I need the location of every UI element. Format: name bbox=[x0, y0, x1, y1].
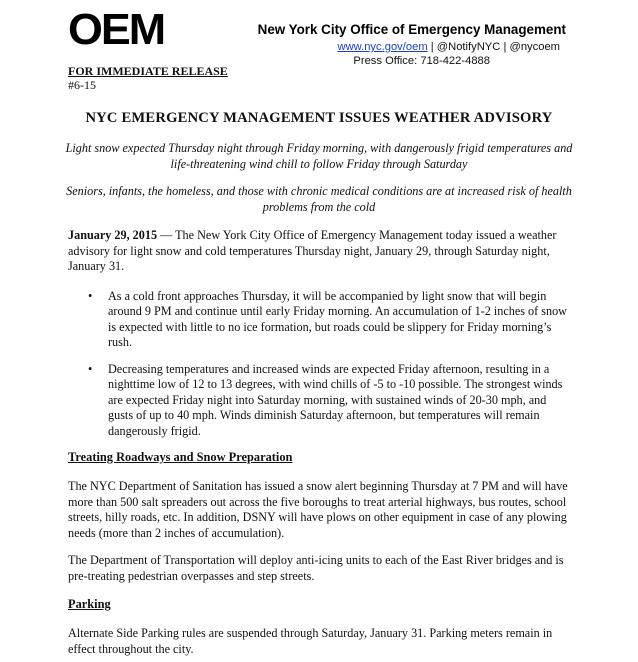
dot-paragraph: The Department of Transportation will deploy anti-icing units to each of the East River bridges and is pre-treating pedestrian overpasses and step streets. bbox=[68, 553, 564, 583]
dsny-paragraph: The NYC Department of Sanitation has issued a snow alert beginning Thursday at 7 PM and will have more than 500 salt spreaders out across the five boroughs to treat arterial highways, bus routes, school streets, hilly roads, etc. In addition, DSNY will have plows on other equipment in case of any plowing needs (more than 2 inches of accumulation). bbox=[68, 479, 568, 540]
bullet-icon: • bbox=[88, 362, 93, 376]
org-header bbox=[258, 22, 566, 68]
website-link[interactable]: www.nyc.gov/oem bbox=[337, 41, 428, 53]
bullet-icon: • bbox=[88, 289, 93, 303]
release-date: January 29, 2015 bbox=[68, 228, 158, 242]
social-handles: | @NotifyNYC | @nycoem bbox=[427, 41, 560, 53]
parking-paragraph: Alternate Side Parking rules are suspended through Saturday, January 31. Parking meters remain in effect throughout the city. bbox=[68, 626, 553, 656]
bullet-text: As a cold front approaches Thursday, it will be accompanied by light snow that will begin around 9 PM and continue until early Friday morning. An accumulation of 1-2 inches of snow is expected with little to no ice formation, but roads could be slippery for Friday morning’s rush. bbox=[108, 289, 567, 350]
section-heading-parking: Parking bbox=[68, 597, 111, 611]
subtitle-2: Seniors, infants, the homeless, and those with chronic medical conditions are at increased risk of health problems from the cold bbox=[66, 184, 572, 214]
bullet-list-1 bbox=[88, 289, 568, 351]
intro-paragraph bbox=[68, 228, 568, 275]
subtitle-1: Light snow expected Thursday night through Friday morning, with dangerously frigid temperatures and life-threatening wind chill to follow Friday through Saturday bbox=[65, 141, 573, 171]
org-name: New York City Office of Emergency Management bbox=[257, 22, 566, 37]
release-label: FOR IMMEDIATE RELEASE bbox=[68, 64, 228, 78]
list-item bbox=[88, 289, 568, 351]
bullet-text: Decreasing temperatures and increased winds are expected Friday afternoon, resulting in a nighttime low of 12 to 13 degrees, with wind chills of -5 to -10 possible. The strongest winds are expected Friday night into Saturday morning, with sustained winds of 20-30 mph, and gusts of up to 40 mph. Winds diminish Saturday afternoon, but temperatures will remain dangerously frigid. bbox=[108, 362, 563, 438]
intro-text: — The New York City Office of Emergency Management today issued a weather advisory for light snow and cold temperatures Thursday night, January 29, through Saturday night, January 31. bbox=[68, 228, 557, 274]
release-block bbox=[68, 64, 228, 92]
press-office: Press Office: 718-422-4888 bbox=[353, 55, 490, 67]
list-item bbox=[88, 362, 568, 439]
org-links bbox=[258, 40, 566, 54]
release-number: #6-15 bbox=[68, 78, 96, 92]
bullet-list-2 bbox=[88, 362, 568, 439]
section-heading-roadways: Treating Roadways and Snow Preparation bbox=[68, 450, 293, 464]
page-title: NYC EMERGENCY MANAGEMENT ISSUES WEATHER ADVISORY bbox=[85, 110, 553, 126]
oem-logo: OEM bbox=[68, 5, 165, 54]
